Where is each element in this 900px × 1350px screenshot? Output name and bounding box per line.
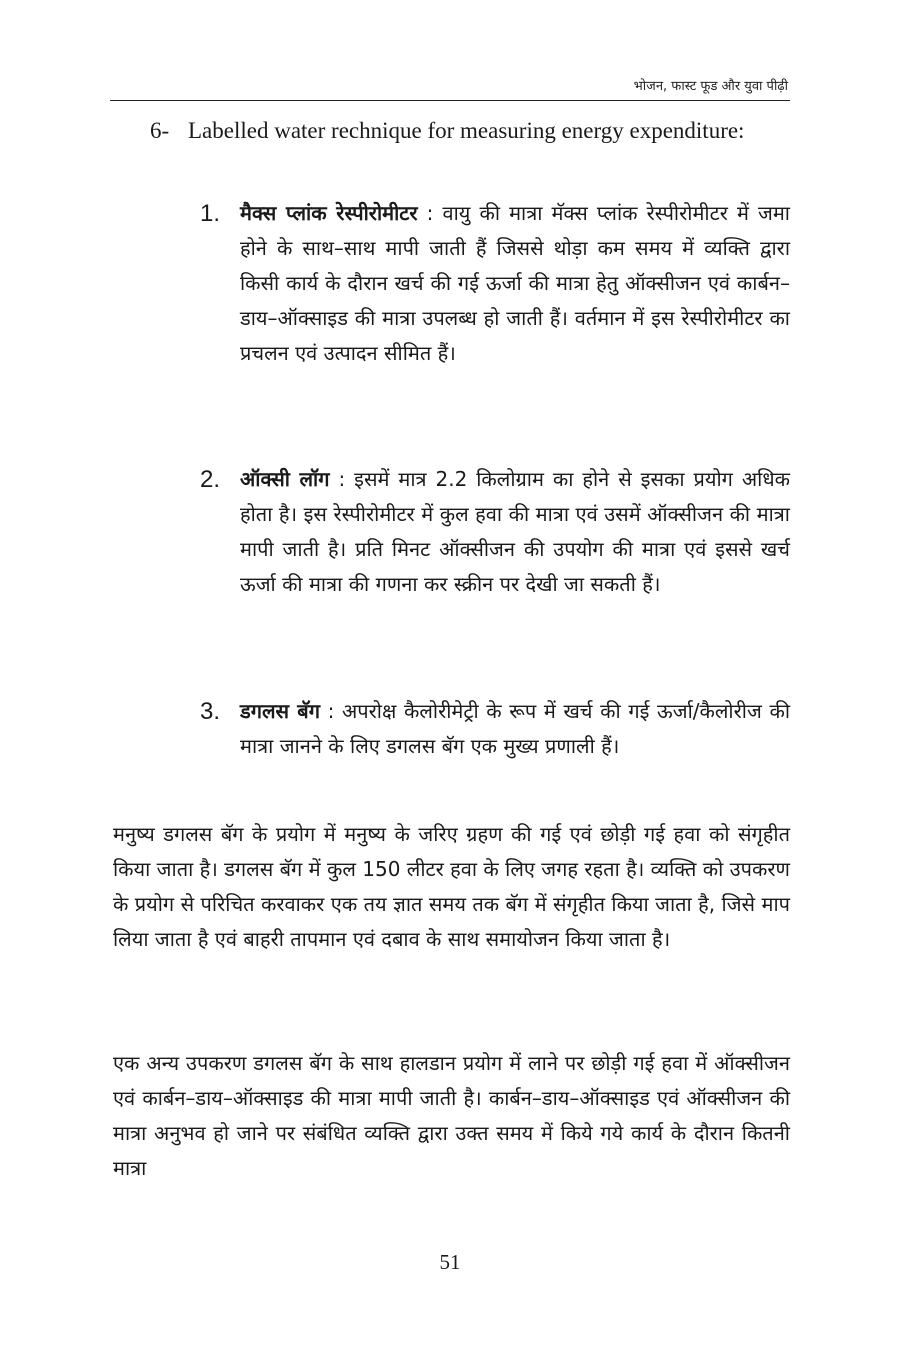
list-item-body bbox=[240, 462, 790, 602]
list-item-3 bbox=[200, 694, 790, 764]
list-marker: 2. bbox=[200, 466, 221, 493]
list-marker: 3. bbox=[200, 698, 221, 725]
header-rule bbox=[110, 100, 790, 101]
list-item-body bbox=[240, 196, 790, 371]
list-item-2 bbox=[200, 462, 790, 602]
list-item-text: : वायु की मात्रा मॅक्स प्लांक रेस्पीरोमीटर में जमा होने के साथ–साथ मापी जाती हैं जिससे थोड़ा कम समय में व्यक्ति द्वारा किसी कार्य के दौरान खर्च की गई ऊर्जा की मात्रा हेतु ऑक्सीजन एवं कार्बन–डाय–ऑक्साइड की मात्रा उपलब्ध हो जाती हैं। वर्तमान में इस रेस्पीरोमीटर का प्रचलन एवं उत्पादन सीमित हैं। bbox=[240, 201, 790, 365]
list-item-body bbox=[240, 694, 790, 764]
list-item-1 bbox=[200, 196, 790, 371]
section-number: 6- bbox=[150, 118, 170, 143]
section-heading bbox=[150, 113, 790, 148]
list-item-term: मैक्स प्लांक रेस्पीरोमीटर bbox=[240, 201, 418, 225]
list-item-text: : अपरोक्ष कैलोरीमेट्री के रूप में खर्च की गई ऊर्जा/कैलोरीज की मात्रा जानने के लिए डगलस बॅग एक मुख्य प्रणाली हैं। bbox=[240, 699, 790, 758]
section-title: Labelled water rechnique for measuring energy expenditure: bbox=[188, 118, 745, 143]
list-item-term: ऑक्सी लॉग bbox=[240, 467, 330, 491]
running-header: भोजन, फास्ट फूड और युवा पीढ़ी bbox=[633, 79, 788, 94]
page-number: 51 bbox=[439, 1250, 461, 1274]
list-item-text: : इसमें मात्र 2.2 किलोग्राम का होने से इसका प्रयोग अधिक होता है। इस रेस्पीरोमीटर में कुल हवा की मात्रा एवं उसमें ऑक्सीजन की मात्रा मापी जाती है। प्रति मिनट ऑक्सीजन की उपयोग की मात्रा एवं इससे खर्च ऊर्जा की मात्रा की गणना कर स्क्रीन पर देखी जा सकती हैं। bbox=[240, 467, 790, 596]
list-marker: 1. bbox=[200, 200, 221, 227]
body-paragraph: मनुष्य डगलस बॅग के प्रयोग में मनुष्य के जरिए ग्रहण की गई एवं छोड़ी गई हवा को संगृहीत किया जाता है। डगलस बॅग में कुल 150 लीटर हवा के लिए जगह रहता है। व्यक्ति को उपकरण के प्रयोग से परिचित करवाकर एक तय ज्ञात समय तक बॅग में संगृहीत किया जाता है, जिसे माप लिया जाता है एवं बाहरी तापमान एवं दबाव के साथ समायोजन किया जाता है। bbox=[113, 822, 790, 951]
body-paragraph: एक अन्य उपकरण डगलस बॅग के साथ हालडान प्रयोग में लाने पर छोड़ी गई हवा में ऑक्सीजन एवं कार्बन–डाय–ऑक्साइड की मात्रा मापी जाती है। कार्बन–डाय–ऑक्साइड एवं ऑक्सीजन की मात्रा अनुभव हो जाने पर संबंधित व्यक्ति द्वारा उक्त समय में किये गये कार्य के दौरान कितनी मात्रा bbox=[113, 1051, 790, 1180]
list-item-term: डगलस बॅग bbox=[240, 699, 320, 723]
